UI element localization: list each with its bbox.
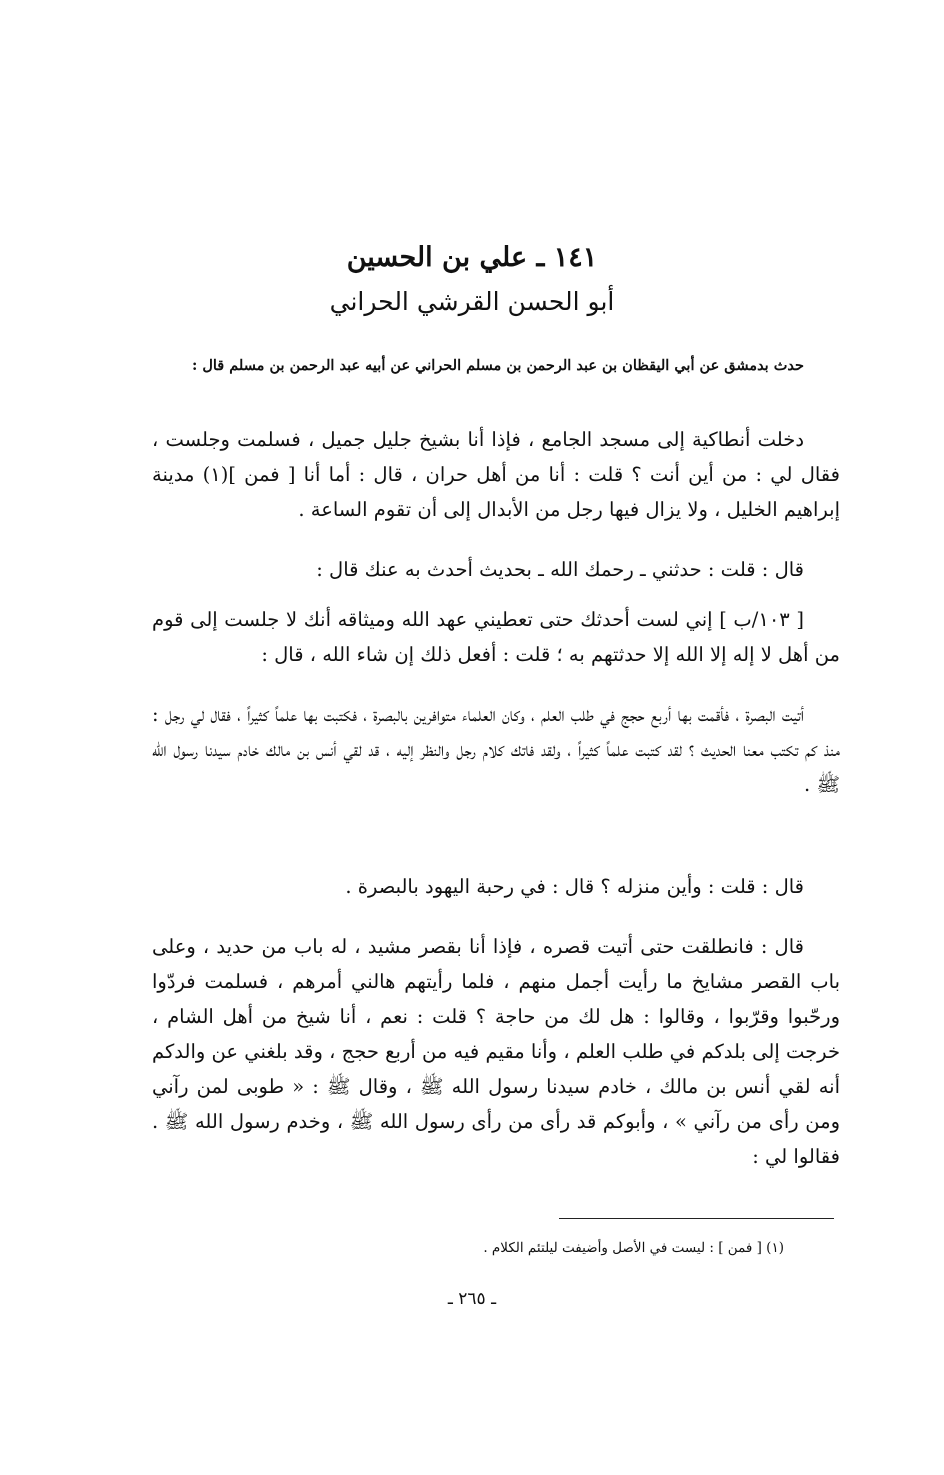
entry-title: ١٤١ ـ علي بن الحسين [346, 242, 598, 273]
entry-subtitle: أبو الحسن القرشي الحراني [329, 287, 615, 316]
paragraph-1: دخلت أنطاكية إلى مسجد الجامع ، فإذا أنا بشيخ جليل جميل ، فسلمت وجلست ، فقال لي : من أين أنت ؟ قلت : أنا من أهل حران ، قال : أما أنا [ فمن ](١) مدينة إبراهيم الخليل ، ولا يزال فيها رجل من الأبدال إلى أن تقوم الساعة . [152, 428, 840, 521]
paragraph-6: قال : فانطلقت حتى أتيت قصره ، فإذا أنا بقصر مشيد ، له باب من حديد ، وعلى باب القصر مشايخ ما رأيت أجمل منهم ، فلما رأيتهم هالني أمرهم ، فسلمت فردّوا ورحّبوا وقرّبوا ، وقالوا : هل لك من حاجة ؟ قلت : نعم ، أنا شيخ من أهل الشام ، خرجت إلى بلدكم في طلب العلم ، وأنا مقيم فيه من أربع حجج ، وقد بلغني عن والدكم أنه لقي أنس بن مالك ، خادم سيدنا رسول الله ﷺ ، وقال ﷺ : « طوبى لمن رآني ومن رأى من رآني » ، وأبوكم قد رأى من رأى رسول الله ﷺ ، وخدم رسول الله ﷺ . فقالوا لي : [152, 935, 840, 1168]
footnote-separator [559, 1218, 834, 1219]
page-number: ـ ٢٦٥ ـ [447, 1289, 497, 1309]
paragraph-5: قال : قلت : وأين منزله ؟ قال : في رحبة اليهود بالبصرة . [345, 875, 804, 898]
footnote: (١) [ فمن ] : ليست في الأصل وأضيفت ليلتئم الكلام . [483, 1240, 784, 1256]
paragraph-3: [ ١٠٣/ب ] إني لست أحدثك حتى تعطيني عهد الله وميثاقه أنك لا جلست إلى قوم من أهل لا إله إلا الله إلا حدثتهم به ؛ قلت : أفعل ذلك إن شاء الله ، قال : [152, 608, 840, 666]
isnad-chain: حدث بدمشق عن أبي اليقظان بن عبد الرحمن بن مسلم الحراني عن أبيه عبد الرحمن بن مسلم قال : [191, 357, 804, 374]
paragraph-2: قال : قلت : حدثني ـ رحمك الله ـ بحديث أحدث به عنك قال : [316, 558, 804, 581]
paragraph-4: أتيت البصرة ، فأقمت بها أربع حجج في طلب العلم ، وكان العلماء متوافرين بالبصرة ، فكتبت بها علماً كثيراً ، فقال لي رجل : منذ كم تكتب معنا الحديث ؟ لقد كتبت علماً كثيراً ، ولقد فاتك كلام رجل والنظر إليه ، قد لقي أنس بن مالك خادم سيدنا رسول الله ﷺ . [152, 703, 840, 796]
